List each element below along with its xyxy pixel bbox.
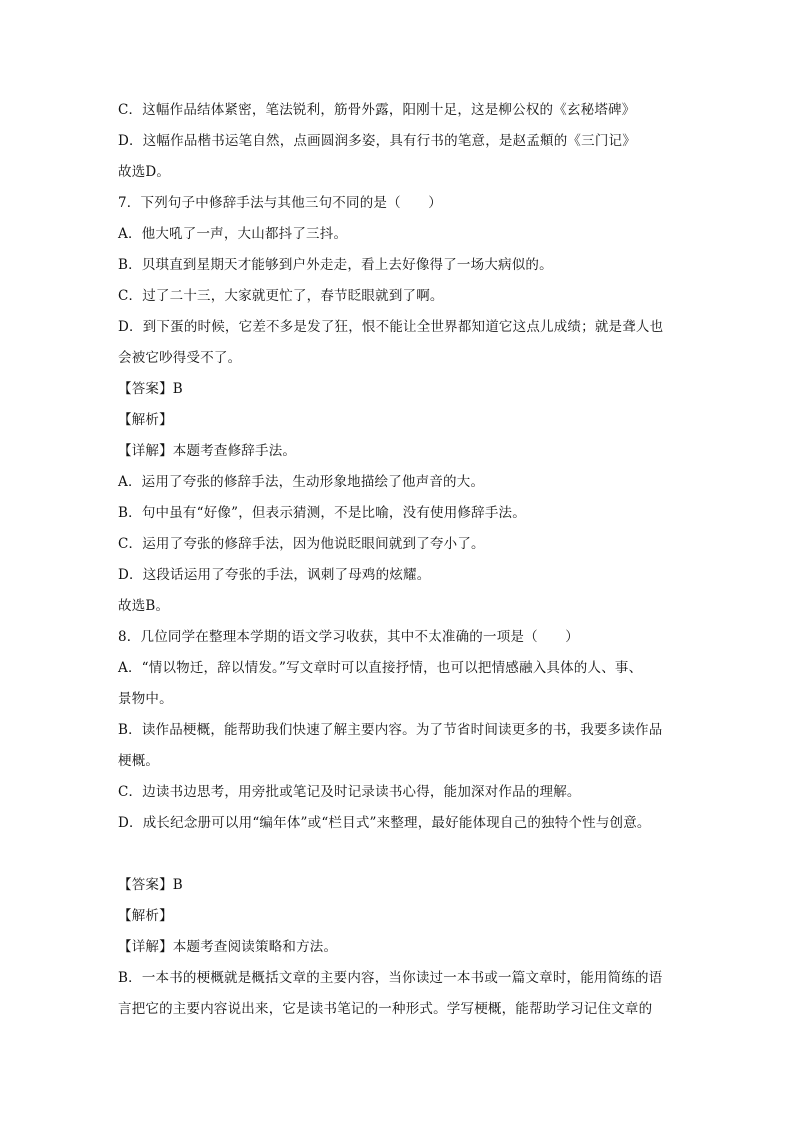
answer-choice-line: 故选D。 — [118, 164, 171, 180]
q7-option-c: C．过了二十三，大家就更忙了，春节眨眼就到了啊。 — [118, 288, 444, 304]
q7-option-a: A．他大吼了一声，大山都抖了三抖。 — [118, 226, 348, 242]
q7-explain-c: C．运用了夸张的修辞手法，因为他说眨眼间就到了夸小了。 — [118, 536, 485, 552]
q8-option-b-continued: 梗概。 — [118, 753, 160, 769]
q8-analysis-heading: 【解析】 — [118, 908, 173, 924]
q8-option-a: A．“情以物迁，辞以情发。”写文章时可以直接抒情，也可以把情感融入具体的人、事、 — [118, 660, 643, 676]
option-d-line: D．这幅作品楷书运笔自然，点画圆润多姿，具有行书的笔意，是赵孟頫的《三门记》 — [118, 133, 636, 149]
q8-option-c: C．边读书边思考，用旁批或笔记及时记录读书心得，能加深对作品的理解。 — [118, 784, 581, 800]
question-8-title: 8．几位同学在整理本学期的语文学习收获，其中不太准确的一项是（ ） — [118, 629, 579, 645]
q7-choice: 故选B。 — [118, 598, 170, 614]
q8-option-d: D．成长纪念册可以用“编年体”或“栏目式”来整理，最好能体现自己的独特个性与创意。 — [118, 815, 651, 831]
option-c-line: C．这幅作品结体紧密，笔法锐利，筋骨外露，阳刚十足，这是柳公权的《玄秘塔碑》 — [118, 102, 636, 118]
q8-option-b: B．读作品梗概，能帮助我们快速了解主要内容。为了节省时间读更多的书，我要多读作品 — [118, 722, 663, 738]
question-7-title: 7．下列句子中修辞手法与其他三句不同的是（ ） — [118, 195, 442, 211]
q7-detail-heading: 【详解】本题考查修辞手法。 — [118, 443, 297, 459]
q8-answer: 【答案】B — [118, 877, 183, 893]
q7-explain-b: B．句中虽有“好像”，但表示猜测，不是比喻，没有使用修辞手法。 — [118, 505, 526, 521]
q7-option-b: B．贝琪直到星期天才能够到户外走走，看上去好像得了一场大病似的。 — [118, 257, 553, 273]
q8-explain-b: B．一本书的梗概就是概括文章的主要内容，当你读过一本书或一篇文章时，能用简练的语 — [118, 970, 663, 986]
q7-option-d: D．到下蛋的时候，它差不多是发了狂，恨不能让全世界都知道它这点儿成绩；就是聋人也 — [118, 319, 664, 335]
q8-detail-heading: 【详解】本题考查阅读策略和方法。 — [118, 939, 338, 955]
q7-answer: 【答案】B — [118, 381, 183, 397]
q7-explain-d: D．这段话运用了夸张的手法，讽刺了母鸡的炫耀。 — [118, 567, 431, 583]
q7-explain-a: A．运用了夸张的修辞手法，生动形象地描绘了他声音的大。 — [118, 474, 485, 490]
q8-explain-b-continued: 言把它的主要内容说出来，它是读书笔记的一种形式。学写梗概，能帮助学习记住文章的 — [118, 1001, 653, 1017]
q7-option-d-continued: 会被它吵得受不了。 — [118, 350, 242, 366]
q8-option-a-continued: 景物中。 — [118, 691, 173, 707]
q7-analysis-heading: 【解析】 — [118, 412, 173, 428]
